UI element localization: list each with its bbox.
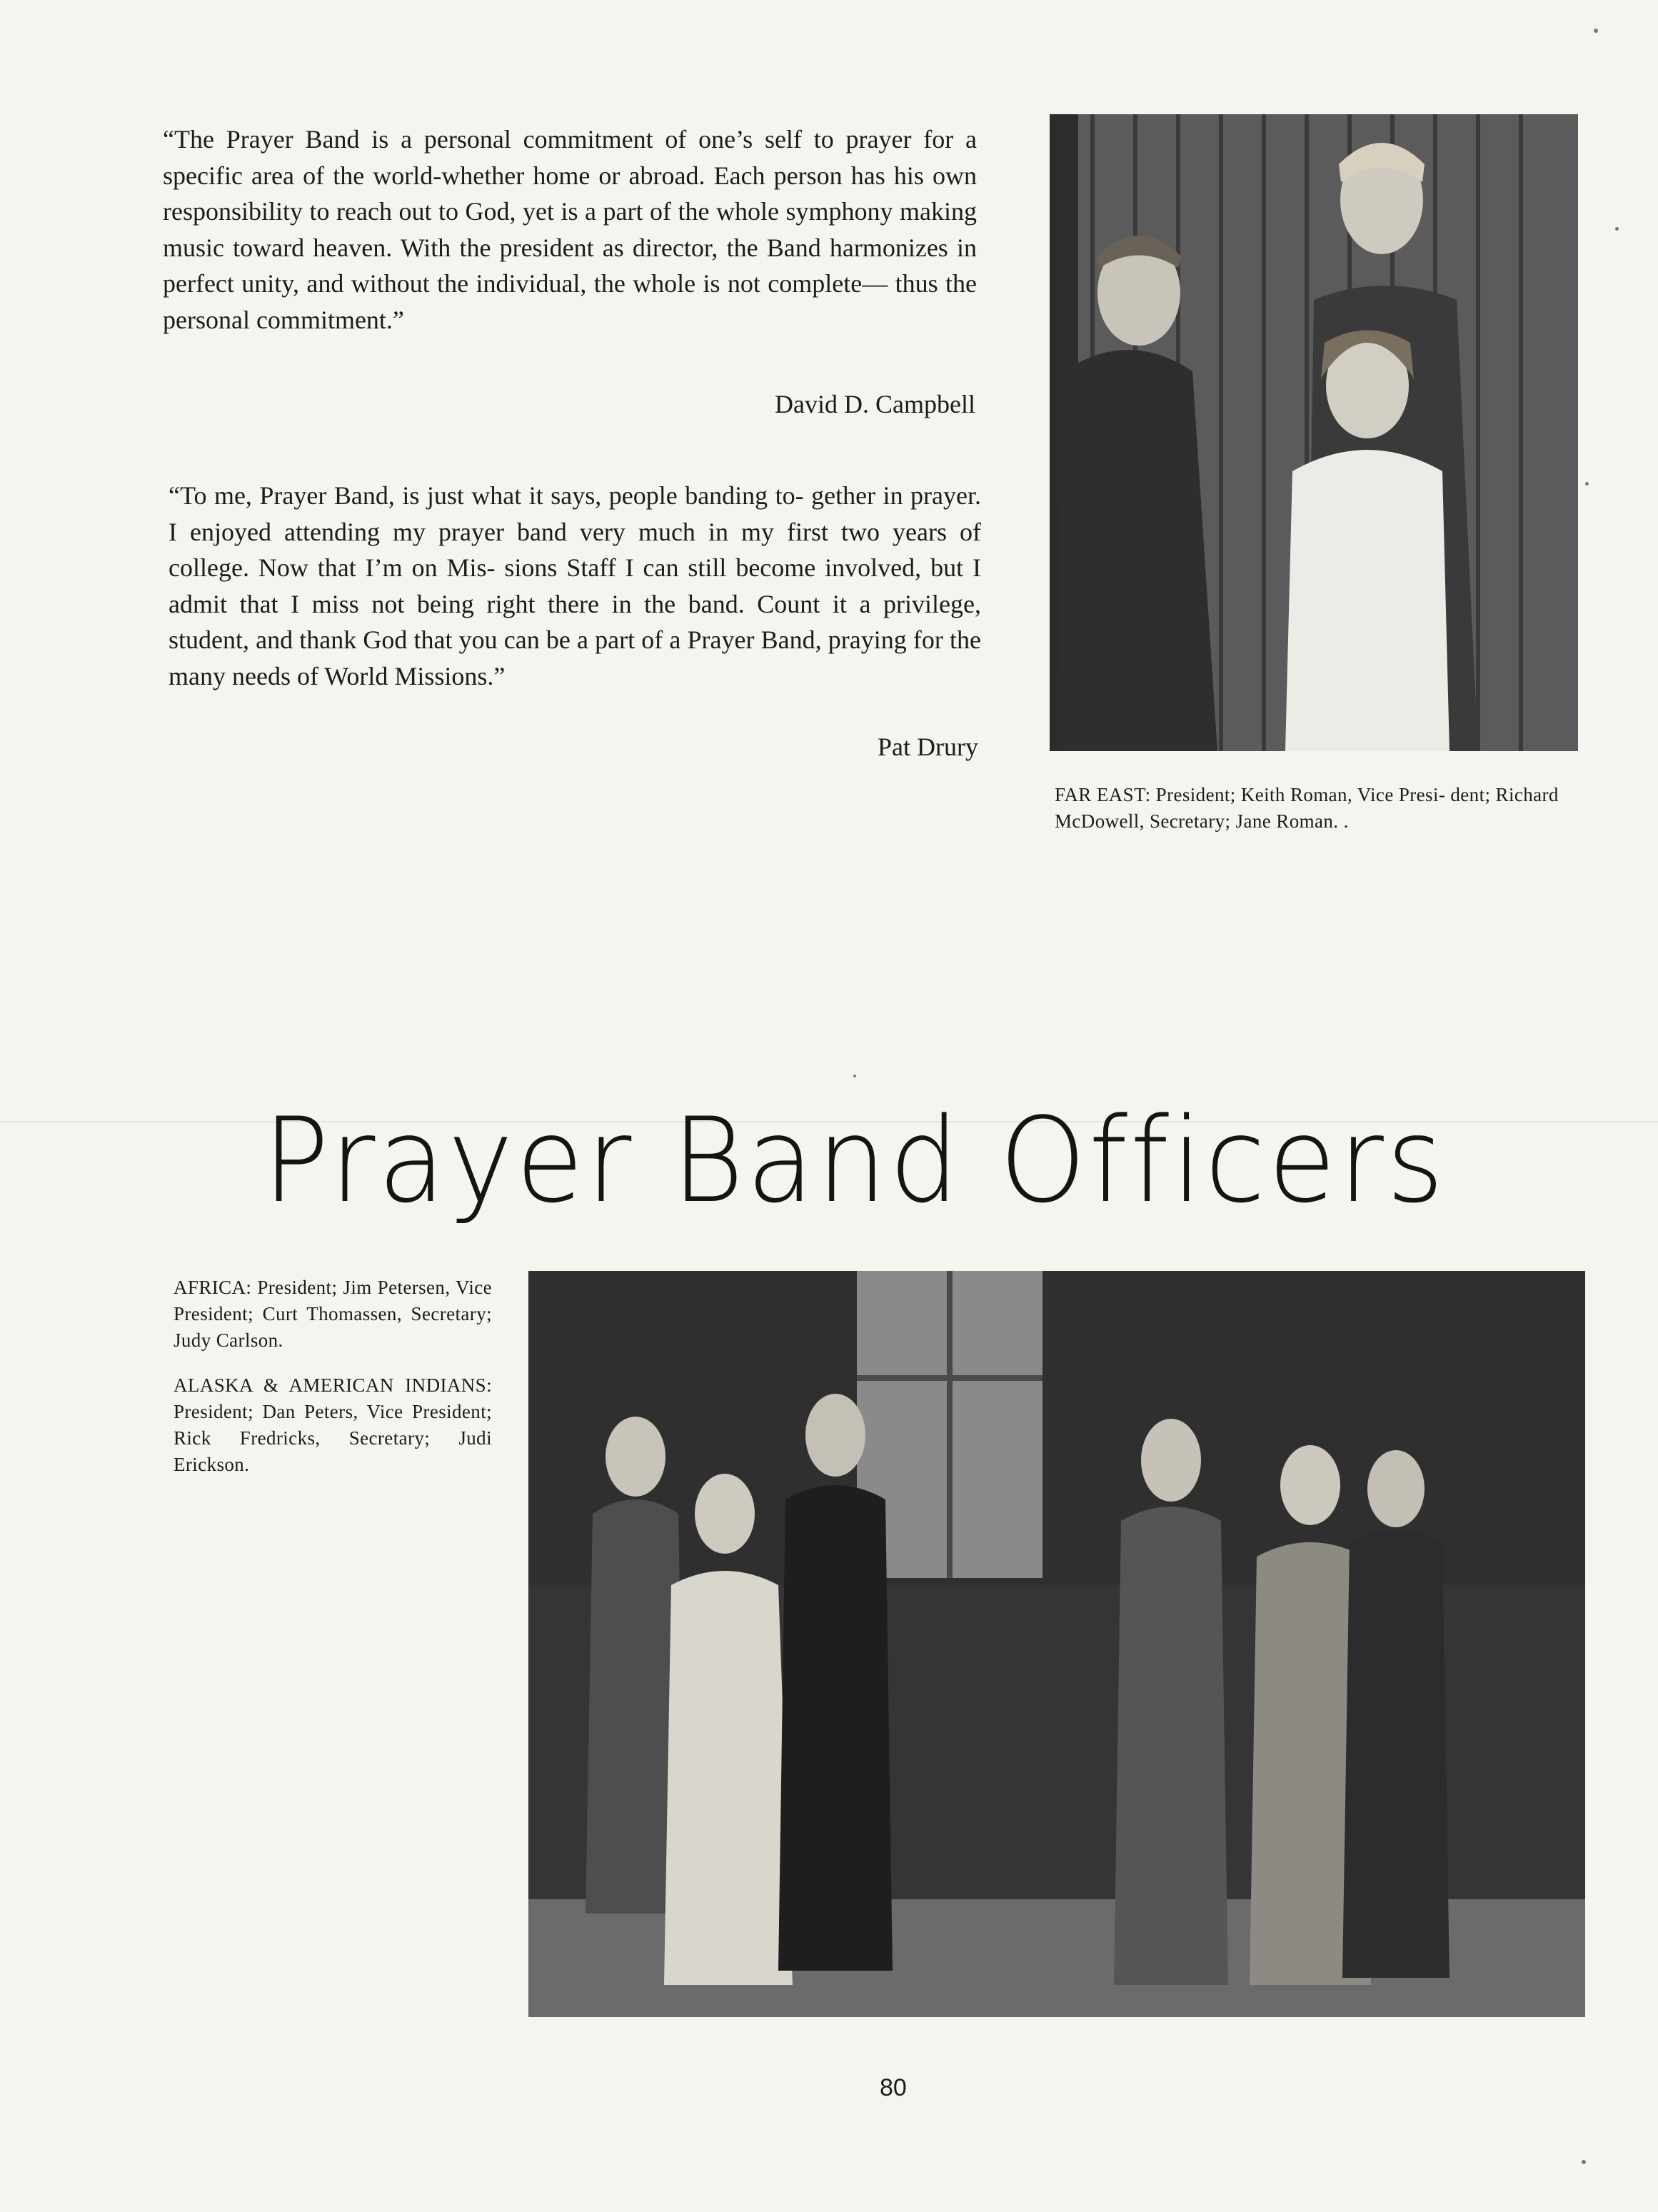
far-east-caption: FAR EAST: President; Keith Roman, Vice Presi- dent; Richard McDowell, Secretary; Jane Roman. . (1055, 784, 1559, 832)
group-photo-drawing (528, 1271, 1585, 2017)
speck (853, 1075, 856, 1077)
section-heading: Prayer Band Officers (263, 1092, 1447, 1229)
group-officers-photo (528, 1271, 1585, 2017)
africa-caption: AFRICA: President; Jim Petersen, Vice President; Curt Thomassen, Secretary; Judy Carlson. (174, 1277, 492, 1351)
quote-drury-author: Pat Drury (878, 733, 978, 761)
far-east-officers-photo (1050, 114, 1578, 751)
speck (1615, 227, 1619, 231)
speck (1582, 2160, 1586, 2164)
page-number: 80 (880, 2074, 907, 2101)
speck (1585, 482, 1589, 486)
quote-drury-text: “To me, Prayer Band, is just what it says, people banding to- gether in prayer. I enjoyed attending my prayer band very much in my first two years of college. Now that I’m on Mis- sions Staff I can still become involved, but I admit that I miss not being right there in the band. Count it a privilege, student, and thank God that you can be a part of a Prayer Band, praying for the many needs of World Missions.” (169, 481, 981, 690)
quote-drury (169, 478, 981, 694)
officer-captions (174, 1275, 492, 1497)
speck (1594, 29, 1598, 33)
alaska-caption: ALASKA & AMERICAN INDIANS: President; Dan Peters, Vice President; Rick Fredricks, Secretary; Judi Erickson. (174, 1374, 492, 1475)
quote-campbell-text: “The Prayer Band is a personal commitment of one’s self to prayer for a specific area of the world-whether home or abroad. Each person has his own responsibility to reach out to God, yet is a part of the whole symphony making music toward heaven. With the president as director, the Band harmonizes in perfect unity, and without the individual, the whole is not complete— thus the personal commitment.” (163, 125, 977, 334)
quote-campbell (163, 121, 977, 338)
quote-campbell-author: David D. Campbell (775, 390, 975, 418)
far-east-photo-drawing (1050, 114, 1578, 751)
